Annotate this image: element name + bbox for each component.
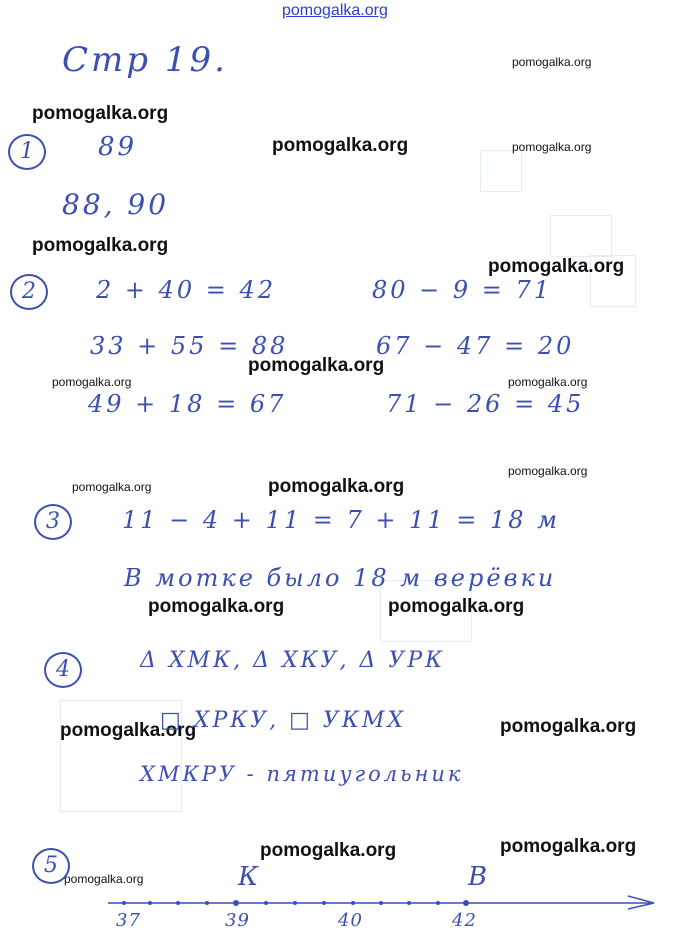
watermark: pomogalka.org: [64, 872, 144, 886]
point-k-label: К: [238, 862, 262, 892]
tick-label-39: 39: [225, 910, 250, 931]
watermark: pomogalka.org: [268, 476, 405, 497]
task2-right-2: 67 − 47 = 20: [376, 332, 575, 360]
task2-right-3: 71 − 26 = 45: [386, 390, 585, 418]
number-line-tick: [322, 901, 326, 905]
watermark: pomogalka.org: [72, 480, 152, 494]
watermark: pomogalka.org: [508, 464, 588, 478]
task4-triangles: Δ ХМК, Δ ХКУ, Δ УРК: [140, 648, 446, 673]
number-line-tick: [463, 900, 469, 906]
watermark: pomogalka.org: [272, 135, 409, 156]
tick-label-40: 40: [338, 910, 363, 931]
watermark: pomogalka.org: [248, 355, 385, 376]
watermark: pomogalka.org: [32, 103, 169, 124]
number-line-tick: [379, 901, 383, 905]
task-number-1: 1: [8, 134, 46, 170]
number-line-tick: [205, 901, 209, 905]
task-number-4: 4: [44, 652, 82, 688]
header-link[interactable]: pomogalka.org: [282, 2, 388, 19]
number-line-tick: [351, 901, 355, 905]
number-line-tick: [407, 901, 411, 905]
watermark: pomogalka.org: [388, 596, 525, 617]
watermark: pomogalka.org: [488, 256, 625, 277]
task2-left-1: 2 + 40 = 42: [96, 276, 277, 304]
task1-line1: 89: [98, 132, 138, 162]
watermark: pomogalka.org: [512, 55, 592, 69]
number-line-tick: [233, 900, 239, 906]
task1-line2: 88, 90: [62, 188, 170, 221]
watermark: pomogalka.org: [52, 375, 132, 389]
watermark: pomogalka.org: [32, 235, 169, 256]
task3-answer: В мотке было 18 м верёвки: [124, 564, 557, 592]
watermark: pomogalka.org: [500, 836, 637, 857]
tick-label-37: 37: [116, 910, 141, 931]
task4-pentagon: ХМКРУ - пятиугольник: [140, 762, 464, 786]
task-number-5: 5: [32, 848, 70, 884]
watermark: pomogalka.org: [500, 716, 637, 737]
watermark: pomogalka.org: [260, 840, 397, 861]
number-line-tick: [122, 901, 126, 905]
watermark: pomogalka.org: [60, 720, 197, 741]
watermark: pomogalka.org: [148, 596, 285, 617]
number-line-tick: [148, 901, 152, 905]
page-heading: Стр 19.: [62, 40, 228, 80]
task2-left-2: 33 + 55 = 88: [90, 332, 289, 360]
number-line-tick: [436, 901, 440, 905]
point-b-label: В: [468, 862, 491, 892]
task4-rectangles: □ ХРКУ, □ УКМХ: [160, 708, 407, 733]
task-number-3: 3: [34, 504, 72, 540]
task-number-2: 2: [10, 274, 48, 310]
number-line-tick: [176, 901, 180, 905]
watermark: pomogalka.org: [512, 140, 592, 154]
tick-label-42: 42: [452, 910, 477, 931]
task2-right-1: 80 − 9 = 71: [372, 276, 553, 304]
number-line-tick: [264, 901, 268, 905]
task3-equation: 11 − 4 + 11 = 7 + 11 = 18 м: [122, 506, 561, 534]
watermark: pomogalka.org: [508, 375, 588, 389]
number-line-tick: [293, 901, 297, 905]
task2-left-3: 49 + 18 = 67: [88, 390, 287, 418]
